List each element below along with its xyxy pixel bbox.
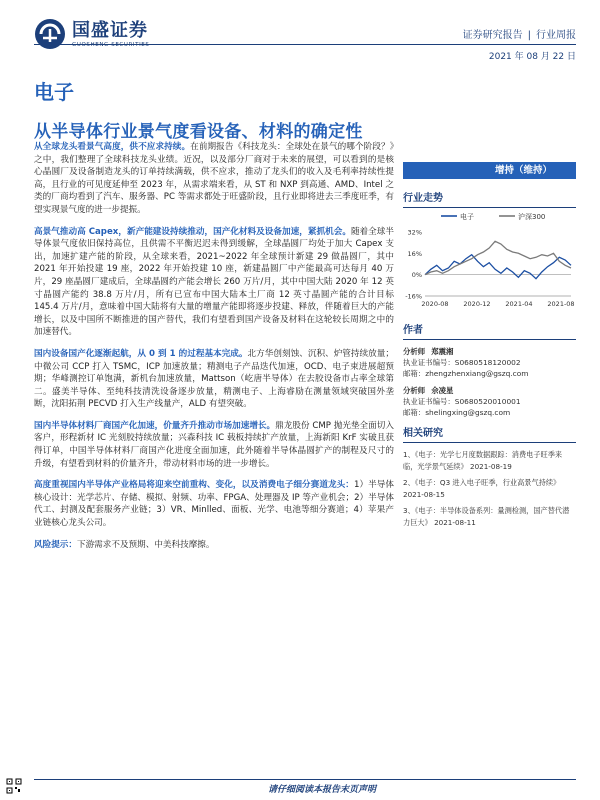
sidebar [403, 162, 576, 533]
paragraph-body: 随着全球半导体景气度依旧保持高位，且供需不平衡迟迟未得到缓解，全球晶圆厂均处于加大 Capex 支出，加速扩建产能的阶段，从全球来看，2021~2022 年全球预计新建 29 做晶圆厂，其中 2021 年开始投建 19 座，2022 年开始投建 10 座，新建晶圆厂中产能最高可达每月 40 万片，29 座晶圆厂建成后，全球晶圆约产能会增长 260 万片/月，其中中国大陆 2020 年 12 英寸晶圆产能约 38.8 万片/月，所有已宣布中国大陆本土厂商 12 英寸晶圆产能的合计目标 145.4 万片/月，意味着中国大陆将有大量的增量产能即将逐步投建、释放，伴随着巨大的产能增长，以及中国所不断推进的国产替代，我们有望看到国产设备及材料在这轮较长周期之中的加速替代。 [34, 226, 394, 338]
related-report[interactable] [403, 505, 576, 529]
analyst-email[interactable]: shelingxing@gszq.com [425, 408, 511, 417]
x-tick-label: 2020-12 [463, 300, 491, 308]
header-divider [34, 44, 576, 45]
trend-heading: 行业走势 [403, 189, 576, 208]
risk-body: 下游需求不及预期、中美科技摩擦。 [76, 539, 215, 550]
report-header [0, 0, 600, 70]
x-tick-label: 2021-08 [547, 300, 575, 308]
rating-banner: 增持（维持） [403, 162, 576, 179]
report-type-label: 证券研究报告 [462, 30, 523, 41]
related-report[interactable] [403, 449, 576, 473]
risk-lead: 风险提示： [34, 539, 77, 550]
related-report-date: 2021-08-11 [434, 518, 476, 527]
cert-number: S0680518120002 [454, 358, 521, 367]
paragraph-lead: 从全球龙头看景气高度，供不应求持续。 [34, 142, 191, 152]
footer-disclaimer: 请仔细阅读本报告末页声明 [267, 785, 376, 795]
related-list [403, 449, 576, 529]
cert-label: 执业证书编号： [403, 397, 455, 406]
series-line [425, 255, 571, 279]
paragraph-risk [34, 539, 394, 552]
paragraph-lead: 国内设备国产化逐渐起航，从 0 到 1 的过程基本完成。 [34, 348, 248, 359]
report-type [463, 26, 576, 41]
trend-chart [403, 208, 576, 318]
sector-name: 电子 [34, 80, 74, 104]
legend-label: 沪深300 [518, 213, 546, 221]
email-label: 邮箱： [403, 408, 426, 417]
related-report-title: 2、《电子：Q3 进入电子旺季，行业高景气持续》 [403, 478, 561, 487]
paragraph-leaders [34, 141, 394, 217]
company-logo [34, 18, 149, 50]
paragraph-body: 在前期报告《科技龙头：全球处在景气的哪个阶段？》之中，我们整理了全球科技龙头业绩。近况，以及部分厂商对于未来的展望，可以看到的是核心晶圆厂及设备制造龙头的订单持续满载，供不应求，推动了龙头们的收入及毛利率持续性提高，且行业的可见度延伸至 2023 年，从需求端来看，从 ST 和 NXP 到高通、AMD、Intel 之类的厂商均看到了汽车、服务器、PC 等需求都处于旺盛阶段，且行业即将进去三季度旺季，有望实现景气度的进一步提振。 [34, 142, 394, 215]
header-separator: | [527, 30, 531, 41]
report-date: 2021 年 08 月 22 日 [488, 52, 576, 62]
y-tick-label: 32% [407, 228, 422, 237]
cert-label: 执业证书编号： [403, 358, 455, 367]
analyst-name: 郑震湘 [431, 347, 454, 356]
y-tick-label: 0% [411, 271, 422, 280]
related-report-date: 2021-08-15 [403, 490, 445, 499]
email-label: 邮箱： [403, 369, 426, 378]
analyst-card [403, 346, 576, 379]
paragraph-recommendation [34, 479, 394, 529]
guosheng-logo-icon [34, 18, 66, 50]
paragraph-capex [34, 226, 394, 339]
paragraph-body: 鼎龙股份 CMP 抛光垫全面切入客户，形程新材 IC 光刻胶持续放量；兴森科技 IC 载板持续扩产放量，上海新阳 KrF 实破且获得订单，中国半导体材料厂商国产化进度全面加速，此外随着半导体晶圆扩产的制程及尺寸的升级，有望看到材料的价量齐升，带动材料市场的进一步增长。 [34, 420, 394, 469]
x-tick-label: 2020-08 [421, 300, 449, 308]
paragraph-equipment [34, 348, 394, 411]
trend-chart-svg [403, 208, 576, 318]
paragraph-lead: 国内半导体材料厂商国产化加速，价量齐升推动市场加速增长。 [34, 420, 276, 431]
y-tick-label: 16% [407, 249, 422, 258]
related-report[interactable] [403, 477, 576, 501]
paragraph-materials [34, 420, 394, 470]
x-tick-label: 2021-04 [505, 300, 533, 308]
related-report-date: 2021-08-19 [470, 462, 512, 471]
analyst-card [403, 385, 576, 418]
related-report-title: 1、《电子：光学七月度数据跟踪：消费电子旺季来临，光学景气延续》 [403, 450, 563, 471]
paragraph-lead: 高度重视国内半导体产业格局将迎来空前重构、变化，以及消费电子细分赛道龙头： [34, 480, 354, 491]
report-body [34, 141, 394, 560]
report-subtype-label: 行业周报 [536, 30, 576, 41]
related-report-title: 3、《电子：半导体设备系列：量测检测，国产替代潜力巨大》 [403, 506, 570, 527]
analyst-email[interactable]: zhengzhenxiang@gszq.com [425, 369, 529, 378]
y-tick-label: -16% [405, 292, 422, 301]
paragraph-lead: 高景气推动高 Capex，新产能建设持续推动，国产化材料及设备加速，紧抓机会。 [34, 226, 351, 237]
paragraph-body: 北方华创刻蚀、沉积、炉管持续放量；中微公司 CCP 打入 TSMC，ICP 加速放量；精测电子产品迭代加速，OCD、电子束进展超预期；华峰测控订单饱满，新机台加速放量，Mattson（屹唐半导体）在去胶设备市占率全球第二。盛美半导体、至纯科技清洗设备逐步放量，精测电子、上海睿励在测量领域突破国外垄断，沈阳拓荆 PECVD 打入生产线量产，ALD 有望突破。 [34, 348, 394, 410]
analyst-label: 分析师 [403, 347, 426, 356]
related-heading: 相关研究 [403, 424, 576, 443]
analyst-label: 分析师 [403, 386, 426, 395]
paragraph-body: 1）半导体核心设计：光学芯片、存储、模拟、射频、功率、FPGA、处理器及 IP 等产业机会；2）半导体代工、封测及配套服务产业链；3）VR、Minlled、面板、光学、电池等细分赛道；4）苹果产业链核心龙头公司。 [34, 480, 394, 529]
cert-number: S0680520010001 [454, 397, 521, 406]
logo-chinese-name: 国盛证券 [72, 19, 148, 41]
analyst-heading: 作者 [403, 321, 576, 340]
qr-code-icon [6, 778, 22, 794]
footer-divider [34, 779, 576, 780]
analyst-name: 佘凌星 [431, 386, 454, 395]
report-title: 从半导体行业景气度看设备、材料的确定性 [34, 122, 363, 142]
legend-label: 电子 [460, 213, 474, 221]
analyst-list [403, 346, 576, 418]
series-line [425, 241, 571, 274]
